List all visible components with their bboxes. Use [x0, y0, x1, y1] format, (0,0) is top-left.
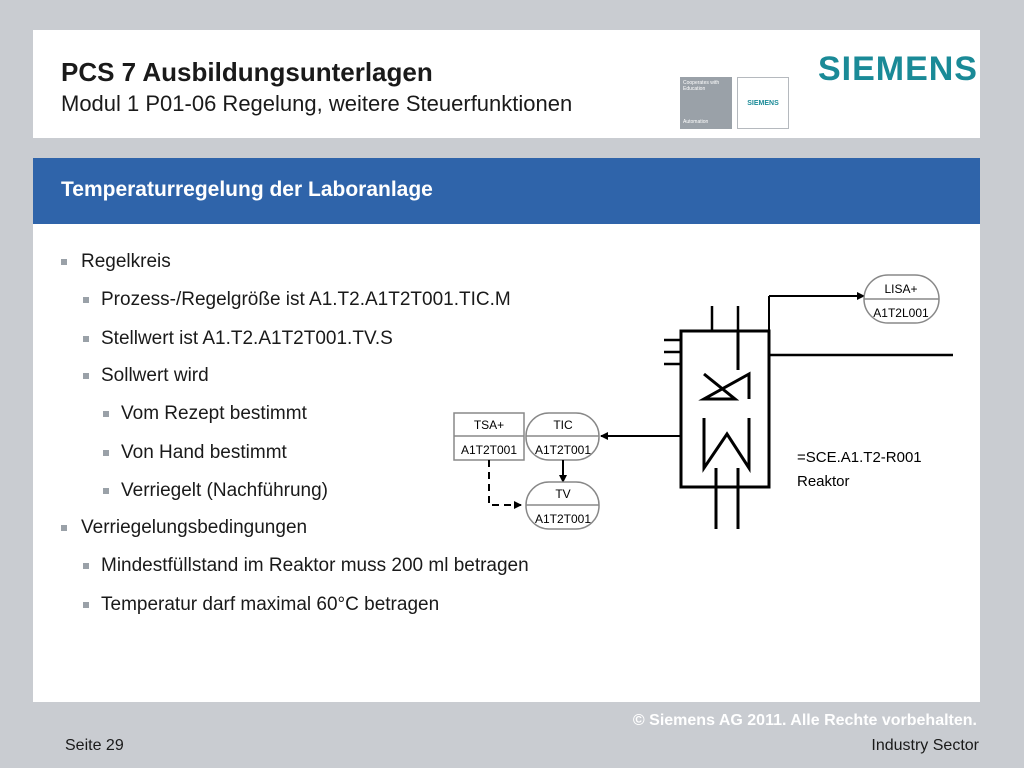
- tv-function-label: TV: [555, 487, 571, 501]
- reactor-name-label: Reaktor: [797, 473, 850, 490]
- tic-function-label: TIC: [553, 418, 573, 432]
- bullet-text: Verriegelt (Nachführung): [121, 480, 328, 501]
- bullet-text: Stellwert ist A1.T2.A1T2T001.TV.S: [101, 328, 393, 349]
- cooperates-with-education-badge: [680, 77, 732, 129]
- tsa-tag-label: A1T2T001: [460, 443, 518, 457]
- bullet-text: Regelkreis: [81, 251, 171, 272]
- coop-siemens-logo: SIEMENS: [737, 77, 789, 129]
- section-banner: [33, 158, 980, 224]
- reactor-top-pipes: [712, 306, 738, 331]
- tsa-function-label: TSA+: [473, 418, 505, 432]
- slide-subtitle: Modul 1 P01-06 Regelung, weitere Steuerfunktionen: [61, 91, 573, 116]
- bullet-text: Temperatur darf maximal 60°C betragen: [101, 594, 440, 615]
- banner-title: Temperaturregelung der Laboranlage: [61, 178, 433, 201]
- reactor-vessel: [681, 331, 769, 487]
- reactor-id-label: =SCE.A1.T2-R001: [797, 449, 922, 466]
- bullet-text: Sollwert wird: [101, 365, 209, 386]
- slide-header: [33, 30, 980, 138]
- bullet-text: Prozess-/Regelgröße ist A1.T2.A1T2T001.TIC.M: [101, 289, 511, 310]
- bullet-text: Mindestfüllstand im Reaktor muss 200 ml betragen: [101, 555, 529, 576]
- bullet-text: Vom Rezept bestimmt: [121, 403, 307, 424]
- tsa-to-tv-dashed-arrow: [489, 460, 521, 505]
- siemens-logo: SIEMENS: [817, 50, 978, 88]
- coop-footer-text: Automation: [683, 119, 709, 125]
- bullet-text: Von Hand bestimmt: [121, 442, 287, 463]
- slide-content: [33, 224, 980, 702]
- bullet-text: Verriegelungsbedingungen: [81, 517, 308, 538]
- reactor-pid-diagram: [33, 224, 980, 702]
- lisa-tag-label: A1T2L001: [873, 306, 929, 320]
- slide-title: PCS 7 Ausbildungsunterlagen: [61, 57, 433, 87]
- tic-tag-label: A1T2T001: [534, 443, 592, 457]
- reactor-inlet-stubs: [664, 340, 681, 364]
- footer-page-number: Seite 29: [65, 737, 124, 754]
- tv-tag-label: A1T2T001: [534, 512, 592, 526]
- coop-text: Cooperates with Education: [683, 80, 720, 92]
- footer-copyright: © Siemens AG 2011. Alle Rechte vorbehalten.: [632, 712, 977, 729]
- footer-sector: Industry Sector: [871, 737, 979, 754]
- lisa-function-label: LISA+: [884, 282, 918, 296]
